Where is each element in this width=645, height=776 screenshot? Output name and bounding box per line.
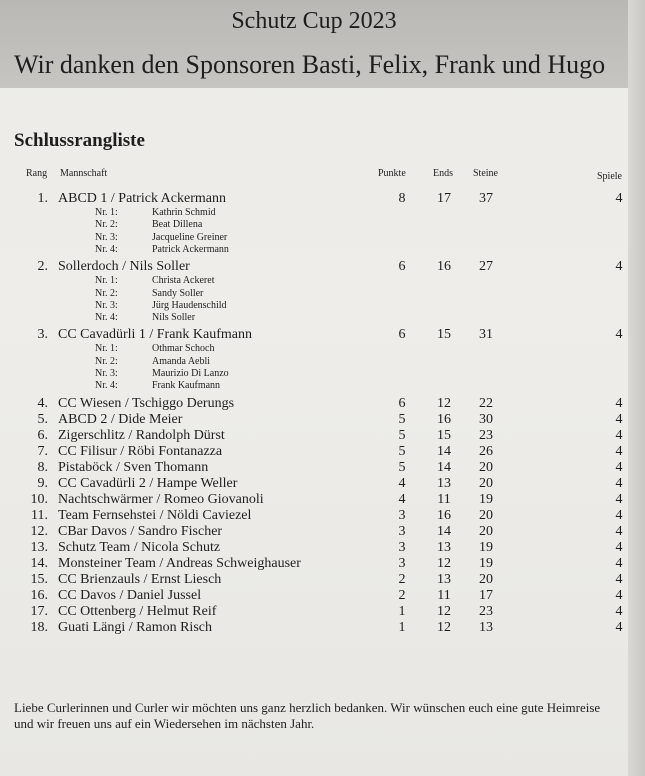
- header-mannschaft: Mannschaft: [60, 168, 108, 179]
- ends-cell: 14: [437, 523, 451, 539]
- ranking-row: [0, 191, 645, 207]
- rank-cell: 10.: [30, 491, 48, 507]
- ends-cell: 12: [437, 603, 451, 619]
- ends-cell: 12: [437, 395, 451, 411]
- steine-cell: 23: [479, 427, 493, 443]
- rank-cell: 16.: [30, 587, 48, 603]
- ends-cell: 15: [437, 427, 451, 443]
- punkte-cell: 3: [398, 539, 406, 555]
- ends-cell: 16: [437, 259, 451, 275]
- rank-cell: 7.: [37, 443, 48, 459]
- rank-cell: 17.: [30, 603, 48, 619]
- member-name: Sandy Soller: [152, 287, 204, 299]
- spiele-cell: 4: [615, 259, 623, 275]
- member-number: Nr. 4:: [95, 380, 118, 392]
- punkte-cell: 6: [398, 327, 406, 343]
- member-number: Nr. 2:: [95, 287, 118, 299]
- member-name: Amanda Aebli: [152, 355, 211, 367]
- team-cell: Pistaböck / Sven Thomann: [58, 459, 209, 475]
- punkte-cell: 5: [398, 459, 406, 475]
- ranking-row: [0, 572, 645, 588]
- header-spiele: Spiele: [597, 171, 622, 182]
- punkte-cell: 5: [398, 443, 406, 459]
- team-member-row: [0, 380, 645, 392]
- document-title: Schutz Cup 2023: [231, 8, 397, 34]
- punkte-cell: 6: [398, 259, 406, 275]
- rank-cell: 13.: [30, 539, 48, 555]
- header-steine: Steine: [473, 168, 498, 179]
- rank-cell: 9.: [37, 475, 48, 491]
- team-cell: CC Davos / Daniel Jussel: [58, 587, 202, 603]
- punkte-cell: 1: [398, 619, 406, 635]
- ends-cell: 14: [437, 459, 451, 475]
- spiele-cell: 4: [615, 327, 623, 343]
- team-cell: CC Ottenberg / Helmut Reif: [58, 603, 217, 619]
- ends-cell: 12: [437, 555, 451, 571]
- spiele-cell: 4: [615, 491, 623, 507]
- punkte-cell: 3: [398, 523, 406, 539]
- ranking-row: [0, 508, 645, 524]
- steine-cell: 22: [479, 395, 493, 411]
- steine-cell: 30: [479, 411, 493, 427]
- punkte-cell: 6: [398, 395, 406, 411]
- steine-cell: 31: [479, 327, 493, 343]
- punkte-cell: 5: [398, 427, 406, 443]
- punkte-cell: 5: [398, 411, 406, 427]
- ranking-row: [0, 524, 645, 540]
- member-number: Nr. 3:: [95, 231, 118, 243]
- spiele-cell: 4: [615, 475, 623, 491]
- team-cell: Sollerdoch / Nils Soller: [58, 259, 190, 275]
- team-member-row: [0, 275, 645, 287]
- ranking-row: [0, 620, 645, 636]
- punkte-cell: 3: [398, 555, 406, 571]
- steine-cell: 37: [479, 191, 493, 206]
- ranking-row: [0, 476, 645, 492]
- steine-cell: 19: [479, 555, 493, 571]
- rank-cell: 4.: [37, 395, 48, 411]
- ranking-row: [0, 492, 645, 508]
- member-number: Nr. 1:: [95, 343, 118, 355]
- ends-cell: 16: [437, 411, 451, 427]
- ends-cell: 15: [437, 327, 451, 343]
- member-name: Maurizio Di Lanzo: [152, 368, 229, 379]
- team-member-row: [0, 244, 645, 256]
- team-member-row: [0, 356, 645, 368]
- steine-cell: 20: [479, 475, 493, 491]
- member-name: Patrick Ackermann: [152, 243, 229, 255]
- team-cell: ABCD 1 / Patrick Ackermann: [58, 191, 226, 206]
- rank-cell: 6.: [37, 427, 48, 443]
- member-number: Nr. 3:: [95, 299, 118, 311]
- spiele-cell: 4: [615, 427, 623, 443]
- member-number: Nr. 2:: [95, 219, 118, 231]
- member-name: Othmar Schoch: [152, 343, 215, 355]
- steine-cell: 20: [479, 459, 493, 475]
- team-member-row: [0, 288, 645, 300]
- header-band: [0, 0, 628, 88]
- spiele-cell: 4: [615, 619, 623, 635]
- rank-cell: 5.: [37, 411, 48, 427]
- team-cell: CC Cavadürli 1 / Frank Kaufmann: [58, 327, 253, 343]
- member-name: Frank Kaufmann: [152, 380, 221, 392]
- ranking-row: [0, 444, 645, 460]
- ranking-row: [0, 428, 645, 444]
- punkte-cell: 2: [398, 571, 406, 587]
- spiele-cell: 4: [615, 603, 623, 619]
- member-number: Nr. 2:: [95, 355, 118, 367]
- team-cell: Guati Längi / Ramon Risch: [58, 619, 212, 635]
- ranking-row: [0, 327, 645, 343]
- steine-cell: 20: [479, 507, 493, 523]
- member-name: Christa Ackeret: [152, 275, 215, 287]
- spiele-cell: 4: [615, 555, 623, 571]
- team-member-row: [0, 232, 645, 244]
- steine-cell: 13: [479, 619, 493, 635]
- punkte-cell: 4: [398, 475, 406, 491]
- ranking-row: [0, 412, 645, 428]
- spiele-cell: 4: [615, 459, 623, 475]
- team-cell: CC Filisur / Röbi Fontanazza: [58, 443, 223, 459]
- punkte-cell: 4: [398, 491, 406, 507]
- team-cell: ABCD 2 / Dide Meier: [58, 411, 183, 427]
- header-rang: Rang: [26, 168, 48, 179]
- team-cell: CBar Davos / Sandro Fischer: [58, 523, 223, 539]
- steine-cell: 20: [479, 523, 493, 539]
- rank-cell: 8.: [37, 459, 48, 475]
- spiele-cell: 4: [615, 443, 623, 459]
- header-ends: Ends: [433, 168, 453, 179]
- team-member-row: [0, 219, 645, 231]
- ends-cell: 13: [437, 475, 451, 491]
- steine-cell: 17: [479, 587, 493, 603]
- team-member-row: [0, 312, 645, 324]
- team-member-row: [0, 207, 645, 219]
- team-cell: Schutz Team / Nicola Schutz: [58, 539, 221, 555]
- spiele-cell: 4: [615, 539, 623, 555]
- team-cell: Monsteiner Team / Andreas Schweighauser: [58, 555, 301, 571]
- steine-cell: 23: [479, 603, 493, 619]
- ranking-row: [0, 556, 645, 572]
- team-cell: Team Fernsehstei / Nöldi Caviezel: [58, 507, 252, 523]
- member-name: Jacqueline Greiner: [152, 231, 228, 243]
- punkte-cell: 3: [398, 507, 406, 523]
- rank-cell: 11.: [31, 507, 48, 523]
- steine-cell: 26: [479, 443, 493, 459]
- team-cell: CC Wiesen / Tschiggo Derungs: [58, 395, 235, 411]
- ranking-row: [0, 460, 645, 476]
- steine-cell: 27: [479, 259, 493, 275]
- punkte-cell: 1: [398, 603, 406, 619]
- member-name: Jürg Haudenschild: [152, 299, 227, 311]
- rank-cell: 14.: [30, 555, 48, 571]
- member-number: Nr. 3:: [95, 368, 118, 379]
- ends-cell: 17: [437, 191, 451, 206]
- team-member-row: [0, 343, 645, 355]
- rank-cell: 2.: [37, 259, 48, 275]
- member-name: Nils Soller: [152, 312, 196, 324]
- team-cell: Zigerschlitz / Randolph Dürst: [58, 427, 225, 443]
- punkte-cell: 2: [398, 587, 406, 603]
- rank-cell: 18.: [30, 619, 48, 635]
- rank-cell: 1.: [37, 191, 48, 206]
- spiele-cell: 4: [615, 571, 623, 587]
- rank-cell: 12.: [30, 523, 48, 539]
- closing-message: Liebe Curlerinnen und Curler wir möchten uns ganz herzlich bedanken. Wir wünschen euch eine gute Heimreise und wir freuen uns auf ein Wiedersehen im nächsten Jahr.: [14, 700, 601, 731]
- ranking-row: [0, 259, 645, 275]
- ends-cell: 13: [437, 571, 451, 587]
- ranking-row: [0, 588, 645, 604]
- sponsor-line: Wir danken den Sponsoren Basti, Felix, Frank und Hugo: [14, 50, 606, 79]
- team-cell: CC Cavadürli 2 / Hampe Weller: [58, 475, 238, 491]
- spiele-cell: 4: [615, 523, 623, 539]
- team-member-row: [0, 300, 645, 312]
- header-punkte: Punkte: [378, 168, 406, 179]
- spiele-cell: 4: [615, 411, 623, 427]
- ends-cell: 13: [437, 539, 451, 555]
- team-member-row: [0, 368, 645, 380]
- spiele-cell: 4: [615, 395, 623, 411]
- team-cell: CC Brienzauls / Ernst Liesch: [58, 571, 222, 587]
- ends-cell: 16: [437, 507, 451, 523]
- member-name: Beat Dillena: [152, 219, 203, 231]
- member-number: Nr. 1:: [95, 275, 118, 287]
- ends-cell: 11: [437, 587, 451, 603]
- member-number: Nr. 4:: [95, 312, 118, 324]
- rank-cell: 3.: [37, 327, 48, 343]
- ranking-row: [0, 604, 645, 620]
- section-title: Schlussrangliste: [14, 130, 145, 151]
- rank-cell: 15.: [30, 571, 48, 587]
- ranking-row: [0, 540, 645, 556]
- team-cell: Nachtschwärmer / Romeo Giovanoli: [58, 491, 264, 507]
- spiele-cell: 4: [615, 587, 623, 603]
- ends-cell: 12: [437, 619, 451, 635]
- steine-cell: 20: [479, 571, 493, 587]
- punkte-cell: 8: [398, 191, 406, 206]
- steine-cell: 19: [479, 491, 493, 507]
- steine-cell: 19: [479, 539, 493, 555]
- member-number: Nr. 4:: [95, 243, 118, 255]
- ends-cell: 11: [437, 491, 451, 507]
- member-name: Kathrin Schmid: [152, 207, 216, 218]
- member-number: Nr. 1:: [95, 207, 118, 218]
- ranking-row: [0, 396, 645, 412]
- spiele-cell: 4: [615, 507, 623, 523]
- ends-cell: 14: [437, 443, 451, 459]
- spiele-cell: 4: [615, 191, 623, 206]
